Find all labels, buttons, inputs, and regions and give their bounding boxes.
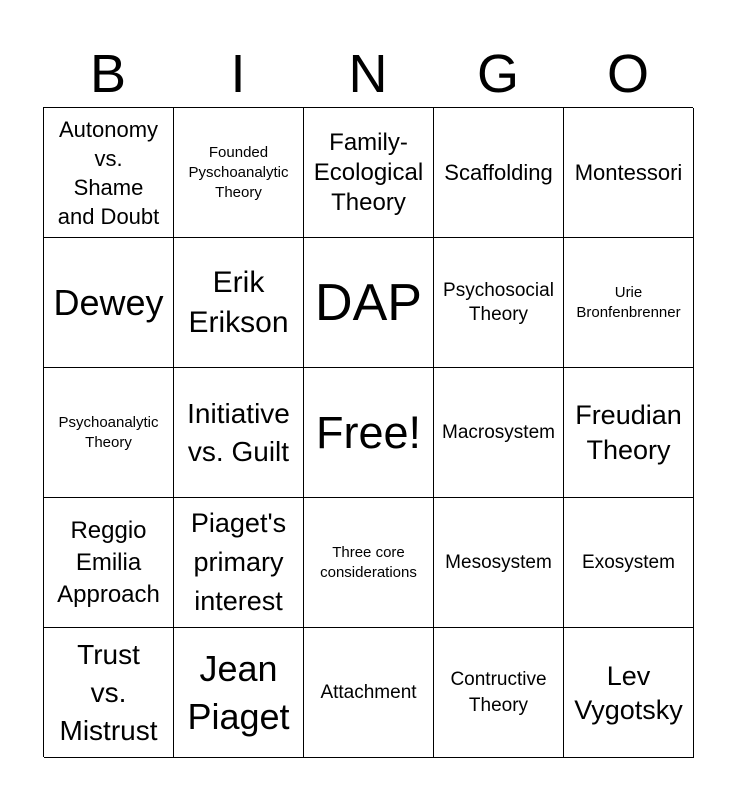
free-space-text: Free! — [315, 406, 422, 458]
cell-text: Trust vs. Mistrust — [59, 638, 158, 746]
bingo-cell[interactable] — [304, 108, 434, 238]
cell-text: Contructive Theory — [450, 668, 547, 716]
cell-text: Erik Erikson — [188, 265, 289, 339]
bingo-cell[interactable] — [434, 628, 564, 758]
cell-text: Scaffolding — [444, 160, 553, 185]
bingo-header — [43, 40, 693, 108]
cell-text: Autonomy vs. Shame and Doubt — [57, 116, 160, 229]
cell-text: Dewey — [53, 281, 164, 323]
bingo-cell[interactable] — [564, 238, 694, 368]
cell-text: Reggio Emilia Approach — [57, 516, 160, 608]
bingo-cell[interactable] — [174, 368, 304, 498]
cell-text: DAP — [315, 273, 422, 332]
bingo-cell[interactable] — [564, 108, 694, 238]
cell-text: Family- Ecological Theory — [313, 128, 424, 216]
bingo-cell[interactable] — [44, 628, 174, 758]
cell-text: Macrosystem — [442, 421, 555, 443]
bingo-cell[interactable] — [174, 108, 304, 238]
header-letter-g: G — [476, 44, 519, 104]
bingo-cell[interactable] — [304, 498, 434, 628]
bingo-cell[interactable] — [434, 238, 564, 368]
cell-text: Three core considerations — [320, 543, 417, 581]
cell-text: Mesosystem — [445, 551, 552, 573]
bingo-cell[interactable] — [564, 368, 694, 498]
header-letter-i: I — [230, 44, 246, 104]
cell-text: Initiative vs. Guilt — [187, 397, 290, 467]
header-letter-n: N — [348, 44, 388, 104]
cell-text: Urie Bronfenbrenner — [576, 283, 681, 321]
bingo-cell[interactable] — [44, 108, 174, 238]
cell-text: Montessori — [574, 160, 683, 185]
cell-text: Freudian Theory — [575, 399, 682, 465]
cell-text: Piaget's primary interest — [190, 508, 287, 616]
bingo-cell[interactable] — [434, 108, 564, 238]
cell-text: Attachment — [320, 681, 417, 703]
bingo-cell[interactable] — [434, 368, 564, 498]
bingo-cell[interactable] — [44, 238, 174, 368]
cell-text: Jean Piaget — [187, 647, 290, 737]
bingo-cell[interactable] — [434, 498, 564, 628]
bingo-free-space[interactable] — [304, 368, 434, 498]
bingo-cell[interactable] — [174, 238, 304, 368]
cell-text: Exosystem — [582, 551, 675, 573]
header-letter-b: B — [89, 44, 127, 104]
cell-text: Psychoanalytic Theory — [58, 413, 159, 451]
bingo-cell[interactable] — [304, 238, 434, 368]
bingo-grid — [43, 107, 693, 757]
bingo-cell[interactable] — [174, 498, 304, 628]
bingo-cell[interactable] — [174, 628, 304, 758]
bingo-cell[interactable] — [304, 628, 434, 758]
bingo-cell[interactable] — [564, 498, 694, 628]
cell-text: Psychosocial Theory — [443, 279, 554, 325]
cell-text: Founded Pyschoanalytic Theory — [188, 143, 289, 201]
header-letter-o: O — [606, 44, 649, 104]
bingo-cell[interactable] — [44, 498, 174, 628]
cell-text: Lev Vygotsky — [574, 660, 683, 725]
bingo-cell[interactable] — [564, 628, 694, 758]
bingo-cell[interactable] — [44, 368, 174, 498]
